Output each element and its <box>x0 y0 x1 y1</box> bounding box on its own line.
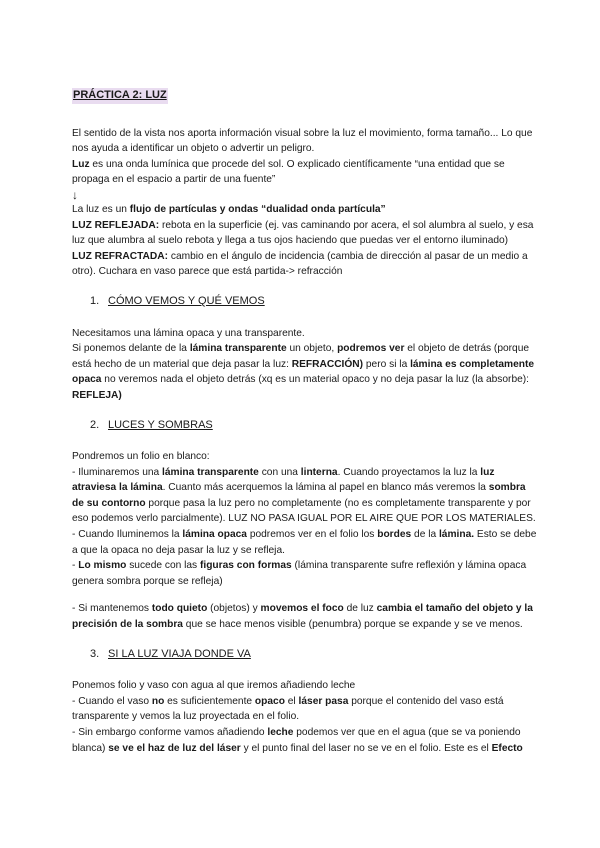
text-bold: figuras con formas <box>199 560 292 572</box>
text-bold: leche <box>267 727 294 738</box>
section-heading-1 <box>90 294 540 310</box>
text: el <box>284 695 299 707</box>
text-bold: lámina transparente <box>189 343 287 355</box>
text: - Cuando el vaso <box>72 695 152 707</box>
text: - <box>72 560 79 572</box>
text-bold: Lo mismo <box>78 560 127 572</box>
text: . Cuanto más acerquemos la lámina al papel en blanco más veremos la <box>162 482 489 494</box>
text-bold: lámina. <box>438 529 475 541</box>
text: porque el contenido del vaso está transparente y vemos la luz proyectada en el folio. <box>72 695 504 723</box>
text: el objeto de detrás (porque está hecho de un material que deja pasar la luz: <box>72 343 530 370</box>
text-bold: “dualidad onda partícula” <box>258 203 386 215</box>
paragraph <box>72 465 540 527</box>
section-number: 3. <box>90 647 100 660</box>
paragraph <box>72 249 540 280</box>
text-bold: flujo de partículas y ondas <box>129 203 259 215</box>
text: Esto se debe a que la opaca no deja pasar la luz y se refleja. <box>72 529 537 556</box>
paragraph <box>72 341 540 403</box>
text: de la <box>411 529 439 541</box>
text: que se hace menos visible (penumbra) porque se expande y se ve menos. <box>182 619 523 631</box>
text: podremos ver en el folio los <box>246 529 378 541</box>
paragraph <box>72 202 540 218</box>
paragraph <box>72 157 540 188</box>
section-title: LUCES Y SOMBRAS <box>108 418 213 431</box>
text: La luz es un <box>72 203 130 215</box>
text: no veremos nada el objeto detrás (xq es un material opaco y no deja pasar la luz (la absorbe): <box>101 374 530 386</box>
text: un objeto, <box>286 343 338 355</box>
paragraph <box>72 694 540 725</box>
section-heading-2 <box>90 418 540 434</box>
section-number: 1. <box>90 294 100 307</box>
text: cambio en el ángulo de incidencia (cambia de dirección al pasar de un medio a otro). Cuchara en vaso parece que está partida-> refracción <box>72 250 528 278</box>
paragraph <box>72 326 540 342</box>
text: (objetos) y <box>207 603 261 615</box>
paragraph <box>72 725 540 756</box>
section-title: SI LA LUZ VIAJA DONDE VA <box>108 647 251 660</box>
text-bold: todo quieto <box>151 603 208 615</box>
text-bold: se ve el haz de luz del láser <box>108 742 241 754</box>
text-bold: lámina es completamente opaca <box>72 358 535 386</box>
page-title: PRÁCTICA 2: LUZ <box>72 88 168 104</box>
text: y el punto final del laser no se ve en el folio. Este es el <box>240 742 492 754</box>
text: . Cuando proyectamos la luz la <box>337 466 481 478</box>
paragraph <box>72 126 540 157</box>
text: (lámina transparente sufre reflexión y lámina opaca genera sombra porque se refleja) <box>72 560 527 587</box>
text: Pondremos un folio en blanco: <box>72 451 210 463</box>
text: pero si la <box>363 358 411 370</box>
text-bold: REFLEJA) <box>72 389 122 401</box>
text-bold: bordes <box>377 529 412 541</box>
text-bold: LUZ REFRACTADA: <box>72 250 169 262</box>
paragraph <box>72 527 540 558</box>
text-bold: podremos ver <box>337 343 405 355</box>
paragraph <box>72 218 540 249</box>
text: - Si mantenemos <box>72 603 152 615</box>
text: - Cuando Iluminemos la <box>72 529 183 541</box>
text: - Iluminaremos una <box>72 466 163 478</box>
text-bold: REFRACCIÓN) <box>291 358 364 370</box>
text-bold: cambia el tamaño del objeto y la precisión de la sombra <box>72 603 533 631</box>
text: - Sin embargo conforme vamos añadiendo <box>72 727 268 738</box>
text: es suficientemente <box>164 695 255 707</box>
text-bold: láser pasa <box>298 695 349 707</box>
text: El sentido de la vista nos aporta información visual sobre la luz el movimiento, forma tamaño... Lo que nos ayuda a identificar un objeto o advertir un peligro. <box>72 127 533 155</box>
text: sucede con las <box>126 560 200 572</box>
paragraph <box>72 601 540 632</box>
text-bold: no <box>151 695 165 707</box>
text-bold: lámina opaca <box>182 529 247 541</box>
text-bold: lámina transparente <box>162 466 259 478</box>
text: porque pasa la luz pero no completamente (no es completamente transparente y por eso podemos verlo parcialmente). LUZ NO PASA IGUAL POR EL AIRE QUE POR LOS MATERIALES. <box>72 497 536 525</box>
text-bold: LUZ REFLEJADA: <box>72 219 160 231</box>
paragraph <box>72 449 540 465</box>
text: de luz <box>343 603 377 615</box>
section-number: 2. <box>90 418 100 431</box>
text: es una onda lumínica que procede del sol. O explicado científicamente “una entidad que se propaga en el espacio a partir de una fuente” <box>72 158 505 186</box>
text-bold: movemos el foco <box>260 603 344 615</box>
text: Ponemos folio y vaso con agua al que iremos añadiendo leche <box>72 680 356 692</box>
text-bold: luz atraviesa la lámina <box>72 466 495 494</box>
text: rebota en la superficie (ej. vas caminando por acera, el sol alumbra al suelo, y esa luz que alumbra al suelo rebota y llega a tus ojos haciendo que puedas ver el entorno iluminado) <box>72 219 534 247</box>
text: con una <box>258 466 301 478</box>
section-title: CÓMO VEMOS Y QUÉ VEMOS <box>108 294 265 307</box>
down-arrow-icon: ↓ <box>72 187 78 202</box>
paragraph <box>72 678 540 694</box>
text-bold: Efecto <box>491 742 523 754</box>
text: podemos ver que en el agua (que se va poniendo blanca) <box>72 727 521 754</box>
text-bold: sombra de su contorno <box>72 482 526 509</box>
paragraph <box>72 558 540 589</box>
text: Si ponemos delante de la <box>72 343 190 355</box>
text-bold: opaco <box>254 695 285 707</box>
text-bold: Luz <box>72 158 90 170</box>
section-heading-3 <box>90 647 540 663</box>
text-bold: linterna <box>300 466 338 478</box>
text: Necesitamos una lámina opaca y una transparente. <box>72 327 305 339</box>
